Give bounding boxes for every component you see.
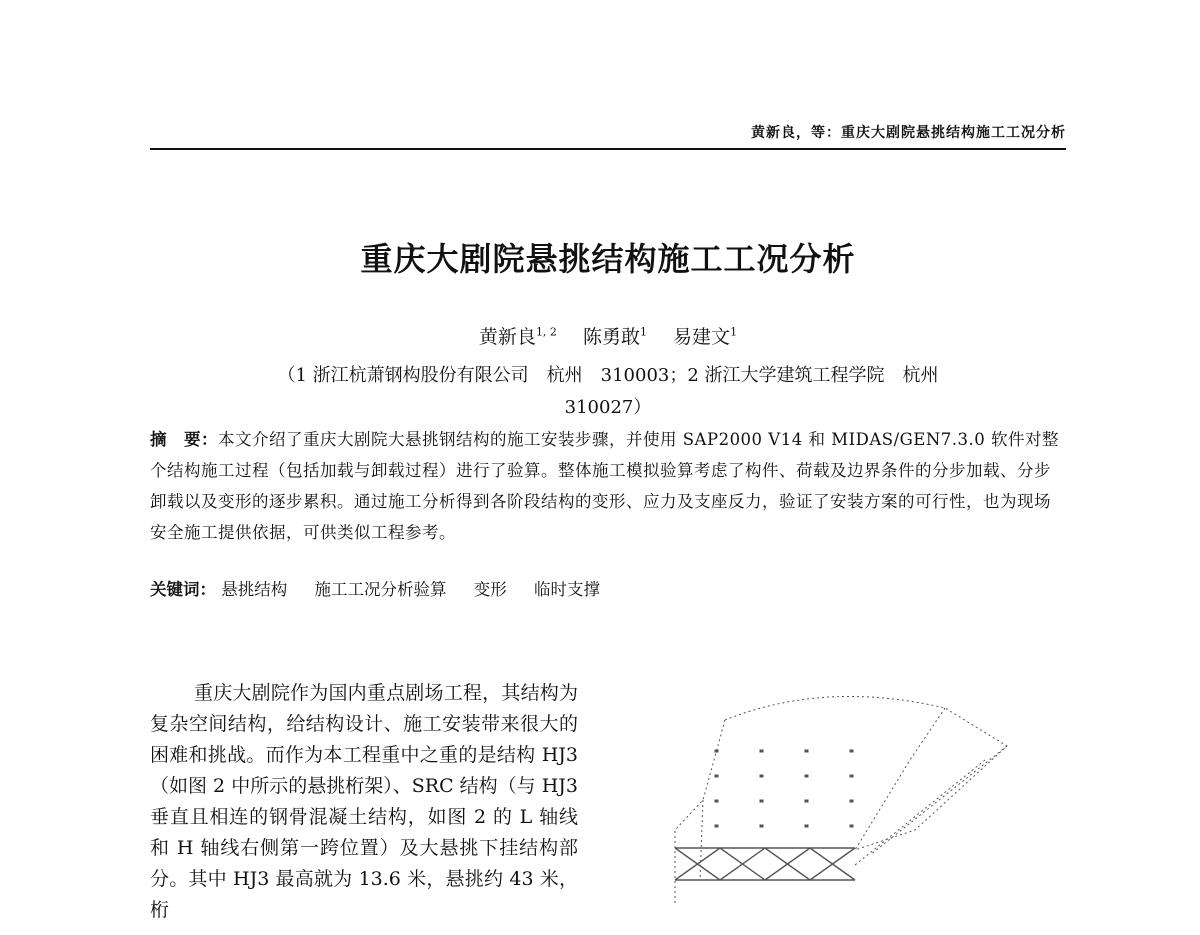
node-mark bbox=[715, 750, 718, 752]
node-mark bbox=[760, 800, 763, 802]
author: 易建文$^1$ bbox=[673, 325, 738, 348]
node-mark bbox=[760, 825, 763, 827]
node-mark bbox=[805, 825, 808, 827]
column-line bbox=[675, 720, 725, 905]
cantilever-chord bbox=[855, 760, 985, 865]
keywords-label: 关键词： bbox=[150, 580, 216, 599]
keyword: 悬挑结构 bbox=[221, 580, 288, 599]
node-mark bbox=[715, 775, 718, 777]
author: 黄新良$^{1, 2}$ bbox=[478, 325, 557, 348]
keyword: 变形 bbox=[473, 580, 507, 599]
truss-bracing bbox=[675, 848, 855, 880]
node-mark bbox=[850, 825, 853, 827]
node-mark bbox=[850, 750, 853, 752]
body-paragraph: 重庆大剧院作为国内重点剧场工程，其结构为复杂空间结构，给结构设计、施工安装带来很大的困难和挑战。而作为本工程重中之重的是结构 HJ3（如图 2 中所示的悬挑桁架）、SRC 结构（与 HJ3 垂直且相连的钢骨混凝土结构，如图 2 的 L 轴线和 H 轴线右侧第一跨位置）及大悬挑下挂结构部分。其中 HJ3 最高就为 13.6 米，悬挑约 43 米，桁 bbox=[150, 682, 578, 921]
structure-wireframe bbox=[675, 696, 1007, 905]
affiliation-line-1: （1 浙江杭萧钢构股份有限公司 杭州 310003；2 浙江大学建筑工程学院 杭州 bbox=[277, 365, 939, 386]
truss-diagonals bbox=[675, 848, 855, 880]
keyword: 施工工况分析验算 bbox=[314, 580, 447, 599]
header-rule bbox=[150, 148, 1066, 150]
node-mark bbox=[850, 775, 853, 777]
affiliation bbox=[150, 360, 1066, 424]
abstract-label: 摘 要： bbox=[150, 430, 218, 449]
node-mark bbox=[715, 800, 718, 802]
grid-node-marks bbox=[715, 750, 853, 827]
keyword: 临时支撑 bbox=[534, 580, 600, 599]
abstract-text: 本文介绍了重庆大剧院大悬挑钢结构的施工安装步骤，并使用 SAP2000 V14 和 MIDAS/GEN7.3.0 软件对整个结构施工过程（包括加载与卸载过程）进行了验算。整体施工模拟验算考虑了构件、荷载及边界条件的分步加载、分步卸载以及变形的逐步累积。通过施工分析得到各阶段结构的变形、应力及支座反力，验证了安装方案的可行性，也为现场安全施工提供依据，可供类似工程参考。 bbox=[150, 430, 1060, 542]
author-list bbox=[150, 322, 1066, 349]
roof-ridge bbox=[855, 708, 945, 850]
node-mark bbox=[760, 750, 763, 752]
running-head: 黄新良，等：重庆大剧院悬挑结构施工工况分析 bbox=[751, 125, 1066, 141]
author: 陈勇敢$^1$ bbox=[582, 325, 647, 348]
roof-outline bbox=[725, 696, 1007, 850]
node-mark bbox=[715, 825, 718, 827]
node-mark bbox=[805, 750, 808, 752]
keywords bbox=[150, 574, 1066, 605]
node-mark bbox=[850, 800, 853, 802]
node-mark bbox=[805, 775, 808, 777]
cantilever-chord bbox=[870, 746, 1007, 855]
node-mark bbox=[805, 800, 808, 802]
affiliation-line-2: 310027） bbox=[564, 397, 652, 418]
node-mark bbox=[760, 775, 763, 777]
structure-figure bbox=[655, 680, 1065, 935]
truss-diagonals bbox=[675, 848, 855, 880]
paper-title: 重庆大剧院悬挑结构施工工况分析 bbox=[360, 240, 856, 278]
abstract bbox=[150, 424, 1066, 548]
